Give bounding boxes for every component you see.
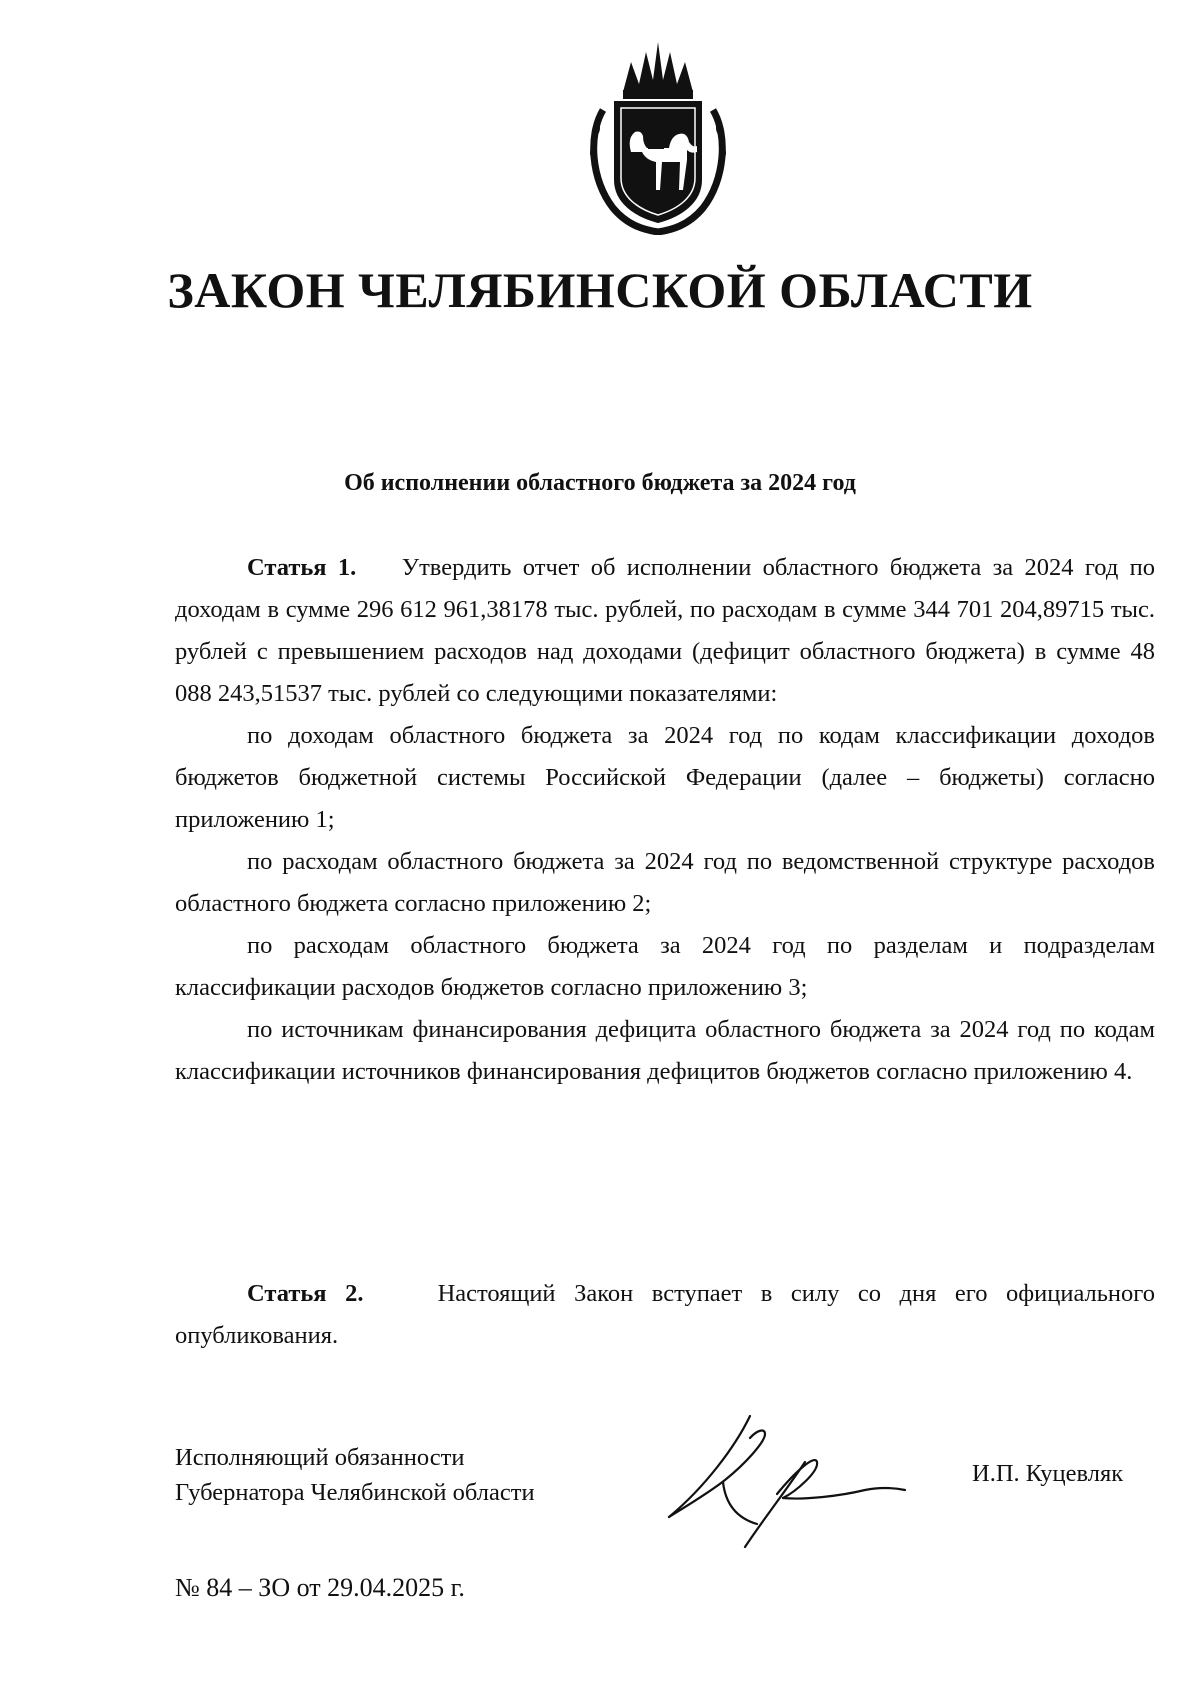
article-1-label: Статья 1.	[247, 554, 357, 581]
article-2-label: Статья 2.	[247, 1280, 364, 1307]
article-1-text: Утвердить отчет об исполнении областного бюджета за 2024 год по доходам в сумме 296 612 961,38178 тыс. рублей, по расходам в сумме 344 701 204,89715 тыс. рублей с превышением расходов над доходами (дефицит областного бюджета) в сумме 48 088 243,51537 тыс. рублей со следующими показателями:	[175, 554, 1155, 707]
signer-position	[175, 1440, 535, 1510]
article-2-paragraph	[175, 1273, 1155, 1357]
coat-of-arms-icon	[583, 40, 733, 235]
article-2	[175, 1273, 1155, 1357]
signer-name: И.П. Куцевляк	[972, 1460, 1124, 1487]
signer-position-line: Губернатора Челябинской области	[175, 1479, 535, 1506]
law-title: ЗАКОН ЧЕЛЯБИНСКОЙ ОБЛАСТИ	[167, 262, 1033, 318]
article-1-item: по источникам финансирования дефицита областного бюджета за 2024 год по кодам классификации источников финансирования дефицитов бюджетов согласно приложению 4.	[175, 1016, 1155, 1085]
law-number: № 84 – ЗО от 29.04.2025 г.	[175, 1573, 465, 1602]
article-1-paragraph	[175, 547, 1155, 715]
article-1-item: по расходам областного бюджета за 2024 год по ведомственной структуре расходов областного бюджета согласно приложению 2;	[175, 848, 1155, 917]
signer-position-line: Исполняющий обязанности	[175, 1444, 465, 1471]
article-2-text: Настоящий Закон вступает в силу со дня его официального опубликования.	[175, 1280, 1155, 1349]
article-1-item: по расходам областного бюджета за 2024 год по разделам и подразделам классификации расходов бюджетов согласно приложению 3;	[175, 932, 1155, 1001]
law-subtitle: Об исполнении областного бюджета за 2024 год	[344, 470, 856, 496]
article-1	[175, 547, 1155, 1093]
article-1-item: по доходам областного бюджета за 2024 год по кодам классификации доходов бюджетов бюджетной системы Российской Федерации (далее – бюджеты) согласно приложению 1;	[175, 722, 1155, 833]
handwritten-signature	[665, 1412, 910, 1552]
